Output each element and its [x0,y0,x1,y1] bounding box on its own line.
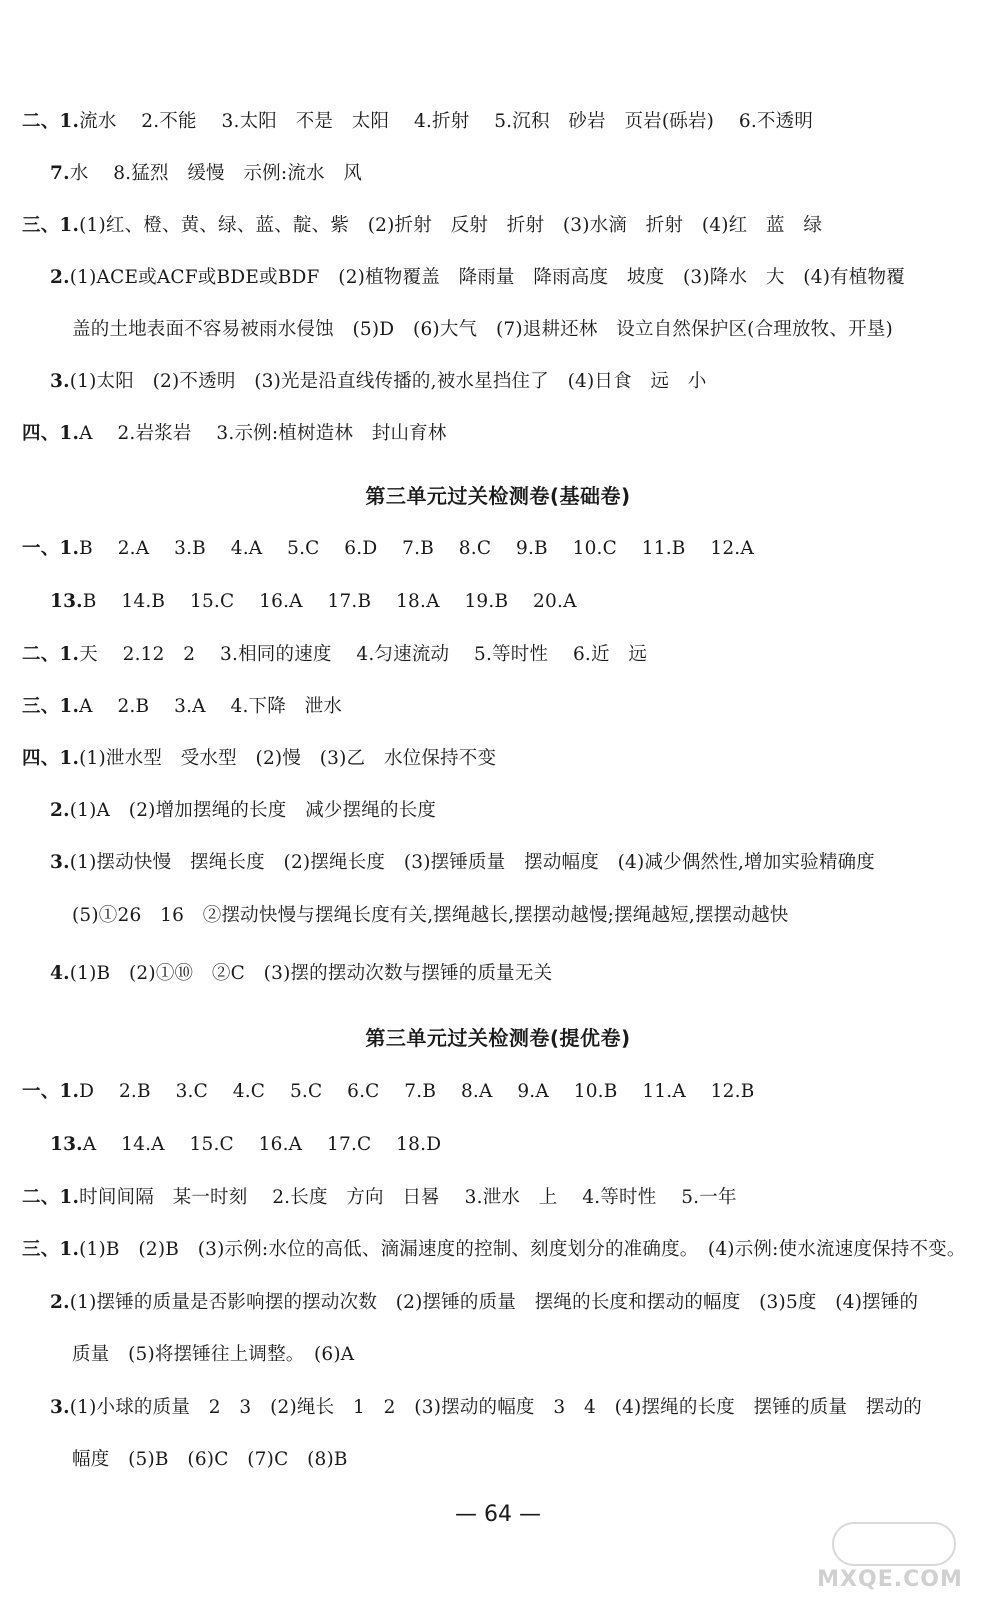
answer-line: 四、1.(1)泄水型 受水型 (2)慢 (3)乙 水位保持不变 [22,748,497,769]
answer-line: 一、1.D 2.B 3.C 4.C 5.C 6.C 7.B 8.A 9.A 10.B 11.A 12.B [22,1081,755,1102]
section-heading: 第三单元过关检测卷(基础卷) [365,484,631,508]
answer-line: 二、1.流水 2.不能 3.太阳 不是 太阳 4.折射 5.沉积 砂岩 页岩(砾岩) 6.不透明 [22,111,814,132]
answer-line: 2.(1)ACE或ACF或BDE或BDF (2)植物覆盖 降雨量 降雨高度 坡度 (3)降水 大 (4)有植物覆 [50,267,905,288]
watermark-logo [802,1520,978,1592]
answer-line: 3.(1)太阳 (2)不透明 (3)光是沿直线传播的,被水星挡住了 (4)日食 远 小 [50,371,707,392]
answer-line: 质量 (5)将摆锤往上调整。 (6)A [72,1344,355,1365]
watermark-badge-icon [832,1522,956,1566]
answer-line: 7.水 8.猛烈 缓慢 示例:流水 风 [50,163,363,184]
answer-line: (5)①26 16 ②摆动快慢与摆绳长度有关,摆绳越长,摆摆动越慢;摆绳越短,摆摆动越快 [72,905,789,926]
answer-line: 三、1.A 2.B 3.A 4.下降 泄水 [22,696,343,717]
answer-line: 13.B 14.B 15.C 16.A 17.B 18.A 19.B 20.A [50,591,577,612]
answer-line: 幅度 (5)B (6)C (7)C (8)B [72,1449,348,1470]
answer-line: 三、1.(1)B (2)B (3)示例:水位的高低、滴漏速度的控制、刻度划分的准确度。 (4)示例:使水流速度保持不变。 [22,1239,966,1260]
answer-line: 四、1.A 2.岩浆岩 3.示例:植树造林 封山育林 [22,423,447,444]
answer-line: 4.(1)B (2)①⑩ ②C (3)摆的摆动次数与摆锤的质量无关 [50,963,553,984]
answer-line: 2.(1)A (2)增加摆绳的长度 减少摆绳的长度 [50,800,437,821]
answer-line: 13.A 14.A 15.C 16.A 17.C 18.D [50,1134,442,1155]
answer-line: 三、1.(1)红、橙、黄、绿、蓝、靛、紫 (2)折射 反射 折射 (3)水滴 折射 (4)红 蓝 绿 [22,215,823,236]
answer-line: 2.(1)摆锤的质量是否影响摆的摆动次数 (2)摆锤的质量 摆绳的长度和摆动的幅度 (3)5度 (4)摆锤的 [50,1292,919,1313]
answer-line: 3.(1)摆动快慢 摆绳长度 (2)摆绳长度 (3)摆锤质量 摆动幅度 (4)减少偶然性,增加实验精确度 [50,852,875,873]
answer-line: 一、1.B 2.A 3.B 4.A 5.C 6.D 7.B 8.C 9.B 10.C 11.B 12.A [22,538,754,559]
section-heading: 第三单元过关检测卷(提优卷) [365,1026,631,1050]
watermark-text: MXQE.COM [817,1567,963,1592]
answer-line: 盖的土地表面不容易被雨水侵蚀 (5)D (6)大气 (7)退耕还林 设立自然保护区(合理放牧、开垦) [72,319,893,340]
answer-line: 3.(1)小球的质量 2 3 (2)绳长 1 2 (3)摆动的幅度 3 4 (4)摆绳的长度 摆锤的质量 摆动的 [50,1397,922,1418]
page-number: — 64 — [455,1502,541,1527]
answer-line: 二、1.天 2.12 2 3.相同的速度 4.匀速流动 5.等时性 6.近 远 [22,644,648,665]
answer-line: 二、1.时间间隔 某一时刻 2.长度 方向 日晷 3.泄水 上 4.等时性 5.一年 [22,1187,737,1208]
